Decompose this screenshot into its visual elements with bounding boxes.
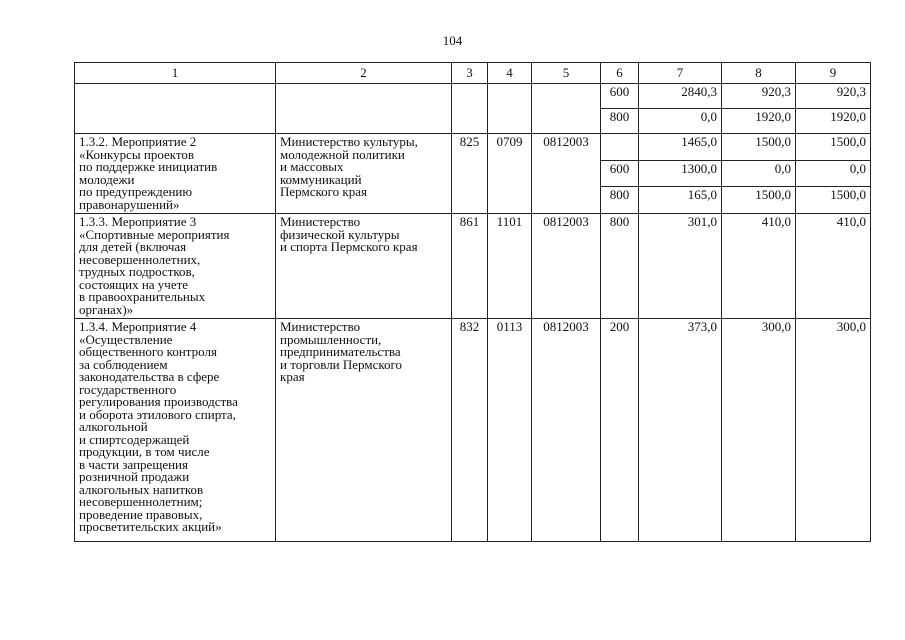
cell-c7: 301,0 — [639, 214, 722, 319]
cell-c9: 1500,0 — [796, 134, 871, 161]
cell-c8: 1500,0 — [722, 134, 796, 161]
empty-cell — [75, 84, 276, 134]
table-row — [75, 134, 871, 161]
cell-c9: 1920,0 — [796, 109, 871, 134]
cell-c3: 861 — [452, 214, 488, 319]
cell-c7: 1300,0 — [639, 160, 722, 187]
empty-cell — [532, 84, 601, 134]
cell-c7: 0,0 — [639, 109, 722, 134]
cell-c6 — [601, 134, 639, 161]
ministry-1-3-2: Министерство культуры, молодежной политики и массовых коммуникаций Пермского края — [276, 134, 452, 214]
cell-c9: 1500,0 — [796, 187, 871, 214]
table-row — [75, 84, 871, 109]
header-col-5: 5 — [532, 63, 601, 84]
header-col-2: 2 — [276, 63, 452, 84]
cell-c9: 920,3 — [796, 84, 871, 109]
cell-c9: 410,0 — [796, 214, 871, 319]
budget-table — [74, 62, 871, 542]
header-col-7: 7 — [639, 63, 722, 84]
cell-c7: 1465,0 — [639, 134, 722, 161]
ministry-1-3-4: Министерство промышленности, предпринимательства и торговли Пермского края — [276, 319, 452, 542]
empty-cell — [488, 84, 532, 134]
cell-c5: 0812003 — [532, 214, 601, 319]
header-col-9: 9 — [796, 63, 871, 84]
empty-cell — [452, 84, 488, 134]
header-col-4: 4 — [488, 63, 532, 84]
cell-c5: 0812003 — [532, 319, 601, 542]
page-number: 104 — [442, 33, 463, 48]
cell-c7: 2840,3 — [639, 84, 722, 109]
cell-c4: 0709 — [488, 134, 532, 214]
cell-c4: 0113 — [488, 319, 532, 542]
cell-c9: 0,0 — [796, 160, 871, 187]
header-col-8: 8 — [722, 63, 796, 84]
cell-c8: 1920,0 — [722, 109, 796, 134]
header-col-6: 6 — [601, 63, 639, 84]
cell-c8: 1500,0 — [722, 187, 796, 214]
cell-c8: 920,3 — [722, 84, 796, 109]
cell-c7: 373,0 — [639, 319, 722, 542]
cell-c8: 410,0 — [722, 214, 796, 319]
cell-c6: 800 — [601, 187, 639, 214]
event-name-1-3-4: 1.3.4. Мероприятие 4 «Осуществление общественного контроля за соблюдением законодательства в сфере государственного регулирования производства и оборота этилового спирта, алкогольной и спиртсодержащей продукции, в том числе в части запрещения розничной продажи алкогольных напитков несовершеннолетним; проведение правовых, просветительских акций» — [75, 319, 276, 542]
cell-c9: 300,0 — [796, 319, 871, 542]
cell-c8: 0,0 — [722, 160, 796, 187]
empty-cell — [276, 84, 452, 134]
cell-c5: 0812003 — [532, 134, 601, 214]
table-row — [75, 214, 871, 319]
cell-c3: 825 — [452, 134, 488, 214]
event-name-1-3-2: 1.3.2. Мероприятие 2 «Конкурсы проектов по поддержке инициатив молодежи по предупреждению правонарушений» — [75, 134, 276, 214]
cell-c4: 1101 — [488, 214, 532, 319]
cell-c6: 200 — [601, 319, 639, 542]
header-col-1: 1 — [75, 63, 276, 84]
cell-c6: 800 — [601, 109, 639, 134]
cell-c7: 165,0 — [639, 187, 722, 214]
event-name-1-3-3: 1.3.3. Мероприятие 3 «Спортивные мероприятия для детей (включая несовершеннолетних, трудных подростков, состоящих на учете в правоохранительных органах)» — [75, 214, 276, 319]
ministry-1-3-3: Министерство физической культуры и спорта Пермского края — [276, 214, 452, 319]
cell-c3: 832 — [452, 319, 488, 542]
cell-c8: 300,0 — [722, 319, 796, 542]
cell-c6: 800 — [601, 214, 639, 319]
cell-c6: 600 — [601, 84, 639, 109]
table-row — [75, 319, 871, 542]
cell-c6: 600 — [601, 160, 639, 187]
header-row — [75, 63, 871, 84]
header-col-3: 3 — [452, 63, 488, 84]
